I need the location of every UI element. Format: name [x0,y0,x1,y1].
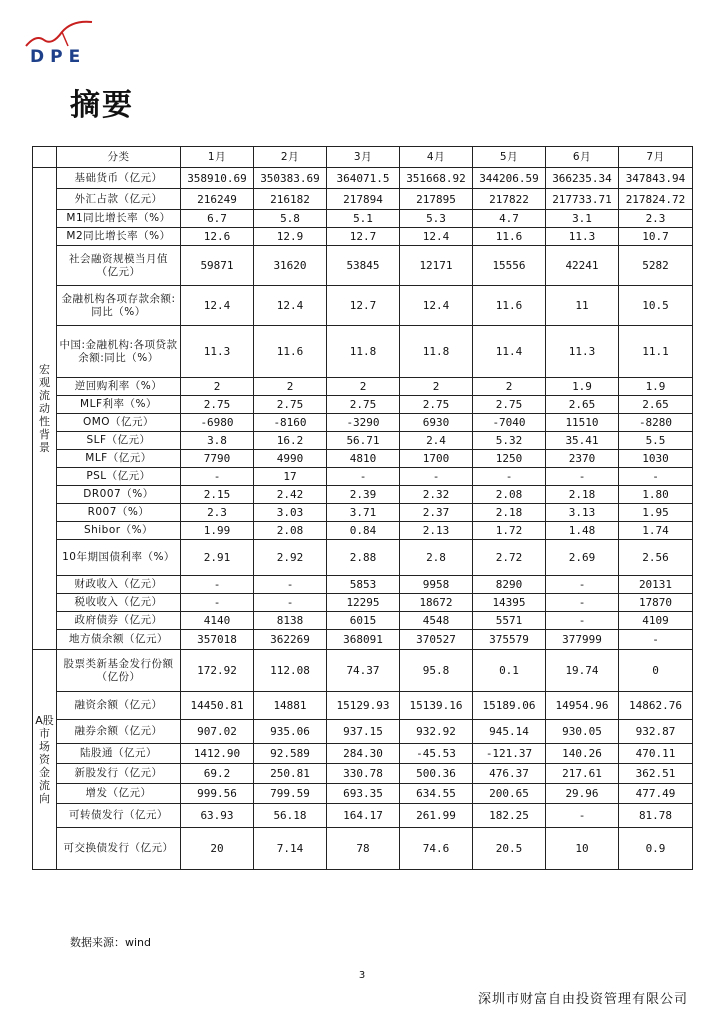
value-cell: 31620 [254,246,327,286]
row-label: 外汇占款（亿元） [57,189,181,210]
value-cell: 172.92 [181,650,254,692]
value-cell: - [546,468,619,486]
value-cell: - [181,594,254,612]
value-cell: 907.02 [181,720,254,744]
value-cell: 0.1 [473,650,546,692]
table-row [33,246,693,286]
value-cell: - [254,576,327,594]
row-label: 可交换债发行（亿元） [57,828,181,870]
value-cell: 364071.5 [327,168,400,189]
value-cell: 2.56 [619,540,693,576]
value-cell: 217.61 [546,764,619,784]
table-row [33,414,693,432]
table-row [33,396,693,414]
value-cell: 2 [400,378,473,396]
value-cell: - [546,804,619,828]
value-cell: 366235.34 [546,168,619,189]
value-cell: 92.589 [254,744,327,764]
value-cell: 1.80 [619,486,693,504]
value-cell: 16.2 [254,432,327,450]
value-cell: 2 [181,378,254,396]
value-cell: 2.65 [546,396,619,414]
value-cell: 1412.90 [181,744,254,764]
value-cell: 216249 [181,189,254,210]
value-cell: 56.71 [327,432,400,450]
value-cell: 477.49 [619,784,693,804]
row-label: PSL（亿元） [57,468,181,486]
value-cell: 8290 [473,576,546,594]
value-cell: 69.2 [181,764,254,784]
row-label: 可转债发行（亿元） [57,804,181,828]
value-cell: - [181,468,254,486]
table-row [33,828,693,870]
value-cell: 2.8 [400,540,473,576]
value-cell: 2.18 [473,504,546,522]
value-cell: -121.37 [473,744,546,764]
value-cell: - [254,594,327,612]
value-cell: 17 [254,468,327,486]
value-cell: 15556 [473,246,546,286]
value-cell: 5.8 [254,210,327,228]
value-cell: 4810 [327,450,400,468]
row-label: DR007（%） [57,486,181,504]
value-cell: 11.3 [546,228,619,246]
value-cell: 15189.06 [473,692,546,720]
row-label: 陆股通（亿元） [57,744,181,764]
value-cell: 14450.81 [181,692,254,720]
row-label: 政府债券（亿元） [57,612,181,630]
value-cell: 284.30 [327,744,400,764]
value-cell: 217824.72 [619,189,693,210]
category-cell: A股市场资金流向 [33,650,57,870]
row-label: 社会融资规模当月值（亿元） [57,246,181,286]
row-label: M1同比增长率（%） [57,210,181,228]
table-body [33,168,693,870]
value-cell: 2.08 [254,522,327,540]
value-cell: 2.3 [619,210,693,228]
value-cell: -8160 [254,414,327,432]
value-cell: 3.1 [546,210,619,228]
value-cell: 12.9 [254,228,327,246]
value-cell: 2.92 [254,540,327,576]
value-cell: 12.4 [400,228,473,246]
value-cell: 63.93 [181,804,254,828]
value-cell: 3.13 [546,504,619,522]
value-cell: - [546,594,619,612]
value-cell: 8138 [254,612,327,630]
value-cell: 0.84 [327,522,400,540]
table-row [33,720,693,744]
value-cell: 1250 [473,450,546,468]
value-cell: 261.99 [400,804,473,828]
value-cell: 945.14 [473,720,546,744]
value-cell: 2.75 [181,396,254,414]
value-cell: 78 [327,828,400,870]
value-cell: 11.3 [181,326,254,378]
value-cell: 4548 [400,612,473,630]
value-cell: 12.7 [327,228,400,246]
value-cell: 5.32 [473,432,546,450]
value-cell: 74.37 [327,650,400,692]
value-cell: 476.37 [473,764,546,784]
value-cell: 5571 [473,612,546,630]
value-cell: 81.78 [619,804,693,828]
table-row [33,630,693,650]
value-cell: 362269 [254,630,327,650]
value-cell: 12.4 [254,286,327,326]
table-row [33,522,693,540]
table-row [33,378,693,396]
value-cell: 42241 [546,246,619,286]
value-cell: 2 [473,378,546,396]
row-label: 中国:金融机构:各项贷款余额:同比（%） [57,326,181,378]
value-cell: 112.08 [254,650,327,692]
value-cell: 200.65 [473,784,546,804]
row-label: 增发（亿元） [57,784,181,804]
value-cell: 5282 [619,246,693,286]
value-cell: 217894 [327,189,400,210]
value-cell: 2.88 [327,540,400,576]
value-cell: 20131 [619,576,693,594]
value-cell: -45.53 [400,744,473,764]
value-cell: 2.75 [254,396,327,414]
value-cell: 0.9 [619,828,693,870]
value-cell: 2.65 [619,396,693,414]
table-row [33,189,693,210]
value-cell: 937.15 [327,720,400,744]
row-label: 融资余额（亿元） [57,692,181,720]
value-cell: 10 [546,828,619,870]
value-cell: 35.41 [546,432,619,450]
value-cell: 95.8 [400,650,473,692]
row-label: 金融机构各项存款余额:同比（%） [57,286,181,326]
value-cell: 11.6 [473,228,546,246]
table-row [33,168,693,189]
row-label: M2同比增长率（%） [57,228,181,246]
value-cell: - [546,576,619,594]
value-cell: 2 [254,378,327,396]
value-cell: 999.56 [181,784,254,804]
table-row [33,326,693,378]
value-cell: 3.71 [327,504,400,522]
value-cell: 2.32 [400,486,473,504]
value-cell: 12.7 [327,286,400,326]
value-cell: 12295 [327,594,400,612]
value-cell: 930.05 [546,720,619,744]
value-cell: 2.18 [546,486,619,504]
table-row [33,804,693,828]
row-label: MLF（亿元） [57,450,181,468]
value-cell: - [327,468,400,486]
table-row [33,210,693,228]
value-cell: 2370 [546,450,619,468]
table-row [33,612,693,630]
value-cell: 11510 [546,414,619,432]
value-cell: 2.13 [400,522,473,540]
value-cell: 20 [181,828,254,870]
value-cell: 12.4 [400,286,473,326]
row-label: 新股发行（亿元） [57,764,181,784]
value-cell: 1030 [619,450,693,468]
value-cell: -3290 [327,414,400,432]
table-row [33,744,693,764]
category-cell: 宏观流动性背景 [33,168,57,650]
value-cell: 2.75 [473,396,546,414]
company-name: 深圳市财富自由投资管理有限公司 [477,992,688,1007]
value-cell: 11.3 [546,326,619,378]
value-cell: 14395 [473,594,546,612]
row-label: OMO（亿元） [57,414,181,432]
value-cell: 634.55 [400,784,473,804]
value-cell: 2.42 [254,486,327,504]
row-label: 基础货币（亿元） [57,168,181,189]
value-cell: 59871 [181,246,254,286]
value-cell: 1.72 [473,522,546,540]
table-row [33,784,693,804]
table-row [33,450,693,468]
value-cell: 15129.93 [327,692,400,720]
value-cell: 4.7 [473,210,546,228]
table-row [33,228,693,246]
value-cell: 350383.69 [254,168,327,189]
header-cell: 分类 [57,147,181,168]
value-cell: 5853 [327,576,400,594]
header-cell: 7月 [619,147,693,168]
value-cell: 2.75 [327,396,400,414]
header-cell: 4月 [400,147,473,168]
value-cell: 1.74 [619,522,693,540]
value-cell: 500.36 [400,764,473,784]
table-row [33,286,693,326]
value-cell: 351668.92 [400,168,473,189]
value-cell: 17870 [619,594,693,612]
value-cell: 6930 [400,414,473,432]
value-cell: 5.3 [400,210,473,228]
value-cell: 370527 [400,630,473,650]
value-cell: 377999 [546,630,619,650]
value-cell: 1700 [400,450,473,468]
row-label: 逆回购利率（%） [57,378,181,396]
table-row [33,594,693,612]
header-corner [33,147,57,168]
value-cell: 0 [619,650,693,692]
value-cell: 217733.71 [546,189,619,210]
header-cell: 1月 [181,147,254,168]
value-cell: - [181,576,254,594]
value-cell: 2.72 [473,540,546,576]
value-cell: 1.48 [546,522,619,540]
value-cell: 14862.76 [619,692,693,720]
value-cell: 362.51 [619,764,693,784]
value-cell: 11.8 [400,326,473,378]
value-cell: 5.5 [619,432,693,450]
header-cell: 6月 [546,147,619,168]
value-cell: 4109 [619,612,693,630]
value-cell: -8280 [619,414,693,432]
table-row [33,692,693,720]
row-label: SLF（亿元） [57,432,181,450]
value-cell: 2 [327,378,400,396]
row-label: 地方债余额（亿元） [57,630,181,650]
value-cell: 11.4 [473,326,546,378]
data-source: 数据来源：wind [70,936,152,949]
header-cell: 2月 [254,147,327,168]
value-cell: 1.9 [619,378,693,396]
value-cell: 11.1 [619,326,693,378]
value-cell: - [619,630,693,650]
value-cell: 375579 [473,630,546,650]
value-cell: - [400,468,473,486]
value-cell: 693.35 [327,784,400,804]
value-cell: 29.96 [546,784,619,804]
value-cell: 4140 [181,612,254,630]
value-cell: 5.1 [327,210,400,228]
value-cell: 11 [546,286,619,326]
table-row [33,486,693,504]
value-cell: 935.06 [254,720,327,744]
value-cell: 358910.69 [181,168,254,189]
value-cell: -7040 [473,414,546,432]
value-cell: 12171 [400,246,473,286]
value-cell: 10.5 [619,286,693,326]
value-cell: 4990 [254,450,327,468]
value-cell: 14954.96 [546,692,619,720]
page-number: 3 [358,970,366,981]
value-cell: 2.75 [400,396,473,414]
table-row [33,432,693,450]
row-label: 财政收入（亿元） [57,576,181,594]
value-cell: 18672 [400,594,473,612]
value-cell: 56.18 [254,804,327,828]
table-row [33,764,693,784]
value-cell: 53845 [327,246,400,286]
row-label: 税收收入（亿元） [57,594,181,612]
value-cell: 2.91 [181,540,254,576]
value-cell: 932.92 [400,720,473,744]
table-row [33,468,693,486]
value-cell: 20.5 [473,828,546,870]
page-title: 摘要 [70,88,134,123]
row-label: R007（%） [57,504,181,522]
table-row [33,504,693,522]
value-cell: 799.59 [254,784,327,804]
value-cell: 19.74 [546,650,619,692]
value-cell: 347843.94 [619,168,693,189]
value-cell: 9958 [400,576,473,594]
value-cell: - [473,468,546,486]
value-cell: 1.99 [181,522,254,540]
value-cell: 11.6 [473,286,546,326]
header-cell: 5月 [473,147,546,168]
table-row [33,540,693,576]
value-cell: 2.37 [400,504,473,522]
value-cell: 11.8 [327,326,400,378]
summary-table [32,146,693,870]
value-cell: 74.6 [400,828,473,870]
value-cell: 164.17 [327,804,400,828]
value-cell: 6015 [327,612,400,630]
value-cell: 357018 [181,630,254,650]
value-cell: 250.81 [254,764,327,784]
value-cell: 6.7 [181,210,254,228]
value-cell: 2.4 [400,432,473,450]
row-label: Shibor（%） [57,522,181,540]
value-cell: - [546,612,619,630]
value-cell: 932.87 [619,720,693,744]
value-cell: 10.7 [619,228,693,246]
value-cell: 2.39 [327,486,400,504]
value-cell: - [619,468,693,486]
table-row [33,576,693,594]
value-cell: 12.4 [181,286,254,326]
value-cell: 2.69 [546,540,619,576]
value-cell: 3.8 [181,432,254,450]
row-label: 股票类新基金发行份额（亿份） [57,650,181,692]
value-cell: 12.6 [181,228,254,246]
logo-text: DPE [30,47,87,67]
value-cell: 344206.59 [473,168,546,189]
value-cell: 217822 [473,189,546,210]
row-label: 10年期国债利率（%） [57,540,181,576]
value-cell: 2.08 [473,486,546,504]
value-cell: 216182 [254,189,327,210]
value-cell: 15139.16 [400,692,473,720]
value-cell: 470.11 [619,744,693,764]
row-label: MLF利率（%） [57,396,181,414]
row-label: 融券余额（亿元） [57,720,181,744]
value-cell: 2.3 [181,504,254,522]
value-cell: 3.03 [254,504,327,522]
value-cell: -6980 [181,414,254,432]
table-header-row [33,147,693,168]
value-cell: 140.26 [546,744,619,764]
value-cell: 1.95 [619,504,693,522]
header-cell: 3月 [327,147,400,168]
value-cell: 11.6 [254,326,327,378]
value-cell: 1.9 [546,378,619,396]
value-cell: 368091 [327,630,400,650]
value-cell: 182.25 [473,804,546,828]
value-cell: 7.14 [254,828,327,870]
value-cell: 217895 [400,189,473,210]
table-row [33,650,693,692]
value-cell: 14881 [254,692,327,720]
value-cell: 330.78 [327,764,400,784]
value-cell: 7790 [181,450,254,468]
value-cell: 2.15 [181,486,254,504]
